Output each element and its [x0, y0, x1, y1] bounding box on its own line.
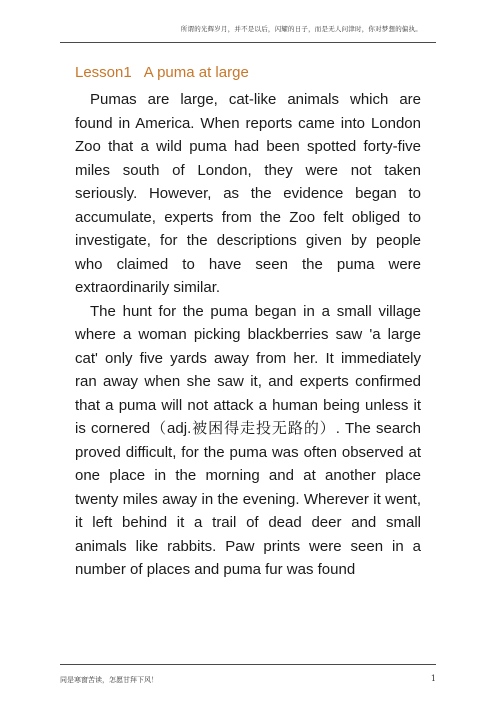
lesson-body: [75, 88, 421, 582]
page-footer: [60, 664, 436, 695]
paragraph: Pumas are large, cat-like animals which are found in America. When reports came into London Zoo that a wild puma had been spotted forty-five miles south of London, they were not taken seriously. However, as the evidence began to accumulate, experts from the Zoo felt obliged to investigate, for the descriptions given by people who claimed to have seen the puma were extraordinarily similar.: [75, 91, 421, 296]
lesson-title: [75, 64, 249, 81]
page-header: [60, 0, 436, 43]
lesson-name: A puma at large: [143, 64, 249, 81]
lesson-number: Lesson1: [75, 64, 132, 81]
footer-motto: 同是寒窗苦读，怎愿甘拜下风！: [60, 676, 158, 684]
page-number: 1: [430, 674, 436, 683]
paragraph: The hunt for the puma began in a small village where a woman picking blackberries saw 'a large cat' only five yards away from her. It immediately ran away when she saw it, and experts confirmed that a puma will not attack a human being unless it is cornered（adj.被困得走投无路的）. The search proved difficult, for the puma was often observed at one place in the morning and at another place twenty miles away in the evening. Wherever it went, it left behind it a trail of dead deer and small animals like rabbits. Paw prints were seen in a number of places and puma fur was found: [75, 302, 421, 578]
header-motto: 所谓的光辉岁月，并不是以后，闪耀的日子，而是无人问津时，你对梦想的偏执。: [180, 25, 422, 33]
